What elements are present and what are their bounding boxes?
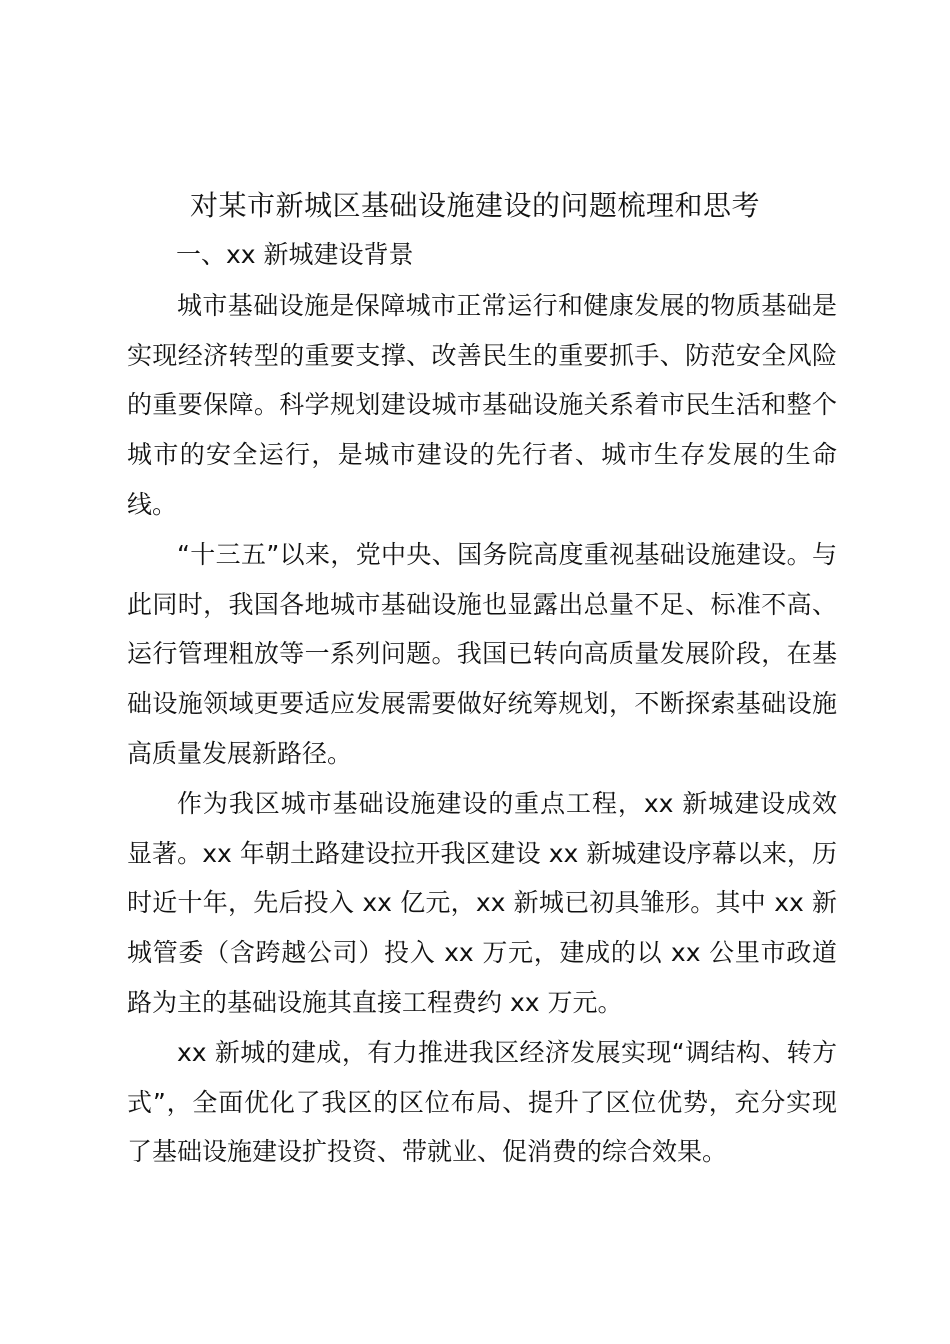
section-heading: 一、xx 新城建设背景 bbox=[176, 240, 414, 269]
paragraph-4: xx 新城的建成，有力推进我区经济发展实现“调结构、转方式”，全面优化了我区的区位布局、提升了区位优势，充分实现了基础设施建设扩投资、带就业、促消费的综合效果。 bbox=[127, 1038, 837, 1167]
document-title: 对某市新城区基础设施建设的问题梳理和思考 bbox=[189, 189, 760, 222]
paragraph-2: “十三五”以来，党中央、国务院高度重视基础设施建设。与此同时，我国各地城市基础设施也显露出总量不足、标准不高、运行管理粗放等一系列问题。我国已转向高质量发展阶段，在基础设施领域更要适应发展需要做好统筹规划，不断探索基础设施高质量发展新路径。 bbox=[127, 540, 837, 768]
paragraph-1: 城市基础设施是保障城市正常运行和健康发展的物质基础是实现经济转型的重要支撑、改善民生的重要抓手、防范安全风险的重要保障。科学规划建设城市基础设施关系着市民生活和整个城市的安全运行，是城市建设的先行者、城市生存发展的生命线。 bbox=[127, 291, 837, 519]
paragraph-3: 作为我区城市基础设施建设的重点工程，xx 新城建设成效显著。xx 年朝土路建设拉开我区建设 xx 新城建设序幕以来，历时近十年，先后投入 xx 亿元，xx 新城已初具雏形。其中 xx 新城管委（含跨越公司）投入 xx 万元，建成的以 xx 公里市政道路为主的基础设施其直接工程费约 xx 万元。 bbox=[127, 789, 837, 1017]
